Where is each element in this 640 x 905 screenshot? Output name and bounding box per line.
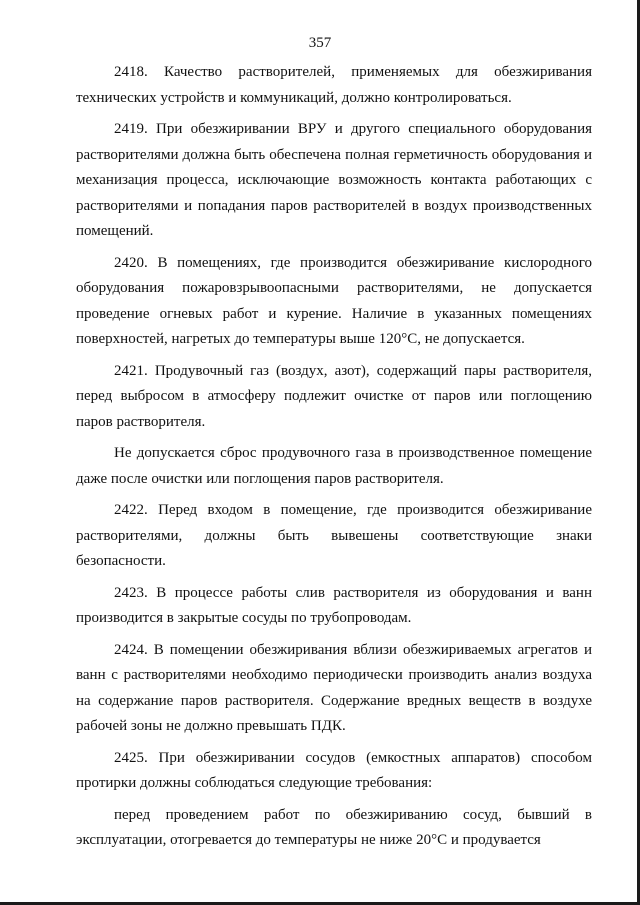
document-body [76, 60, 592, 860]
paragraph-2418: 2418. Качество растворителей, применяемых для обезжиривания технических устройств и коммуникаций, должно контролироваться. [76, 64, 592, 106]
paragraph-2420: 2420. В помещениях, где производится обезжиривание кислородного оборудования пожаровзрывоопасными растворителями, не допускается проведение огневых работ и курение. Наличие в указанных помещениях поверхностей, нагретых до температуры выше 120°С, не допускается. [76, 254, 592, 347]
paragraph-2424: 2424. В помещении обезжиривания вблизи обезжириваемых агрегатов и ванн с растворителями необходимо периодически производить анализ воздуха на содержание паров растворителя. Содержание вредных веществ в воздухе рабочей зоны не должно превышать ПДК. [76, 641, 592, 734]
paragraph-2425-item: перед проведением работ по обезжириванию сосуд, бывший в эксплуатации, отогревается до температуры не ниже 20°С и продувается [76, 806, 592, 848]
paragraph-2421-continuation: Не допускается сброс продувочного газа в производственное помещение даже после очистки или поглощения паров растворителя. [76, 445, 592, 487]
page-number: 357 [308, 35, 332, 51]
paragraph-2421: 2421. Продувочный газ (воздух, азот), содержащий пары растворителя, перед выбросом в атмосферу подлежит очистке от паров или поглощению паров растворителя. [76, 362, 592, 430]
paragraph-2419: 2419. При обезжиривании ВРУ и другого специального оборудования растворителями должна быть обеспечена полная герметичность оборудования и механизация процесса, исключающие возможность контакта работающих с растворителями и попадания паров растворителей в воздух производственных помещений. [76, 121, 592, 239]
paragraph-2422: 2422. Перед входом в помещение, где производится обезжиривание растворителями, должны быть вывешены соответствующие знаки безопасности. [76, 502, 592, 569]
paragraph-2423: 2423. В процессе работы слив растворителя из оборудования и ванн производится в закрытые сосуды по трубопроводам. [76, 584, 592, 626]
paragraph-2425: 2425. При обезжиривании сосудов (емкостных аппаратов) способом протирки должны соблюдаться следующие требования: [76, 749, 592, 791]
